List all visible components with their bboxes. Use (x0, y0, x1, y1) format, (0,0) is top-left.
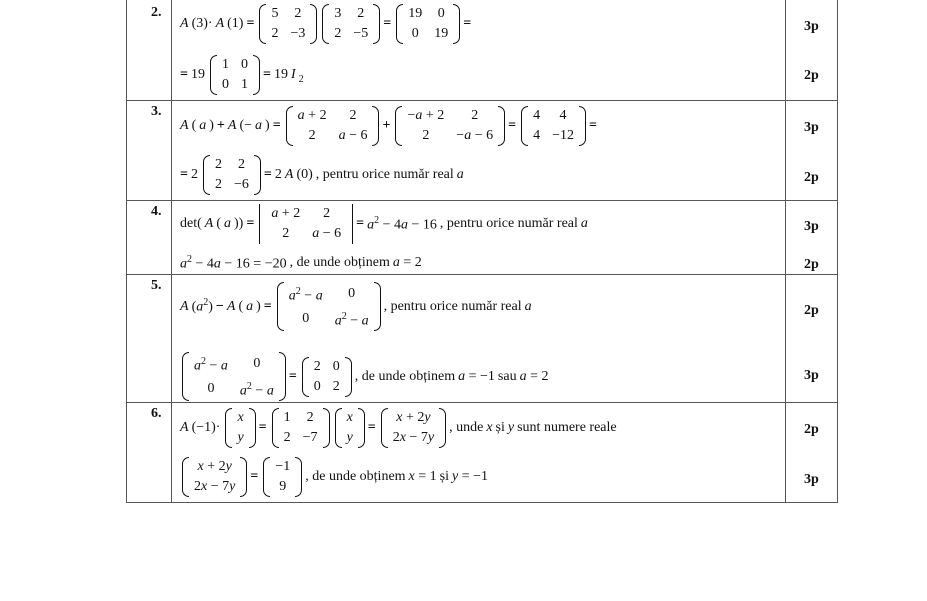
points-4-1: 3p (804, 219, 819, 234)
table-border-right (837, 0, 838, 503)
number-column-divider (171, 0, 172, 503)
step-text: , de unde obținem (289, 255, 390, 271)
row-divider (126, 274, 838, 275)
points-2-2: 2p (804, 68, 819, 83)
step-6-1: A (−1)· x y = 1 2 2 −7 x y = x + 2y 2x − 7y , unde x și y sunt numere reale (180, 408, 620, 448)
step-2-1: A (3)· A (1) = 5 2 2 −3 3 2 2 −5 = 19 0 0 19 = (180, 4, 474, 44)
step-text: sau (497, 368, 517, 384)
step-3-2: = 2 2 2 2 −6 = 2 A (0) , pentru orice număr real a (180, 155, 467, 195)
row-divider (126, 200, 838, 201)
step-2-2: = 19 1 0 0 1 = 19 I 2 (180, 55, 307, 95)
step-text: , pentru orice număr real (439, 216, 578, 231)
points-3-2: 2p (804, 170, 819, 185)
row-divider (126, 100, 838, 101)
step-5-1: A $(a^2)$ − A ( a ) = $a^2 - a$ 0 0 $a^2 - a$ , pentru orice număr real a (180, 282, 535, 331)
item-number: 2. (151, 5, 162, 20)
step-text: , pentru orice număr real (315, 167, 454, 182)
table-border-bottom (126, 502, 838, 503)
step-text: și (439, 469, 450, 484)
table-border-left (126, 0, 127, 503)
step-text: , de unde obținem (354, 368, 456, 384)
points-5-2: 3p (804, 368, 819, 383)
item-number: 3. (151, 104, 162, 119)
points-2-1: 3p (804, 19, 819, 34)
item-number: 6. (151, 406, 162, 421)
points-5-1: 2p (804, 303, 819, 318)
points-6-2: 3p (804, 472, 819, 487)
points-3-1: 3p (804, 120, 819, 135)
step-text: sunt numere reale (517, 420, 617, 435)
points-6-1: 2p (804, 422, 819, 437)
step-3-1: A ( a ) + A (− a ) = a + 2 2 2 a − 6 + −a + 2 2 2 −a − 6 = 4 4 4 −12 = (180, 106, 600, 146)
points-column-divider (785, 0, 786, 503)
item-number: 4. (151, 204, 162, 219)
item-number: 5. (151, 278, 162, 293)
step-4-1: det( A ( a )) = a + 2 2 2 a − 6 = $a^2 - 4a - 16$ , pentru orice număr real a (180, 204, 591, 244)
step-5-2: $a^2 - a$ 0 0 $a^2 - a$ = 2 0 0 2 , de unde obținem a = −1 sau a = 2 (180, 352, 551, 401)
points-4-2: 2p (804, 257, 819, 272)
step-text: , pentru orice număr real (383, 298, 522, 314)
step-6-2: x + 2y 2x − 7y = −1 9 , de unde obținem x = 1 și y = −1 (180, 457, 491, 497)
row-divider (126, 402, 838, 403)
step-text: și (495, 420, 505, 435)
step-4-2: $a^2 - 4a - 16 = -20$ , de unde obținem a = 2 (180, 254, 422, 272)
step-text: , de unde obținem (305, 469, 406, 484)
step-text: , unde (449, 420, 484, 435)
